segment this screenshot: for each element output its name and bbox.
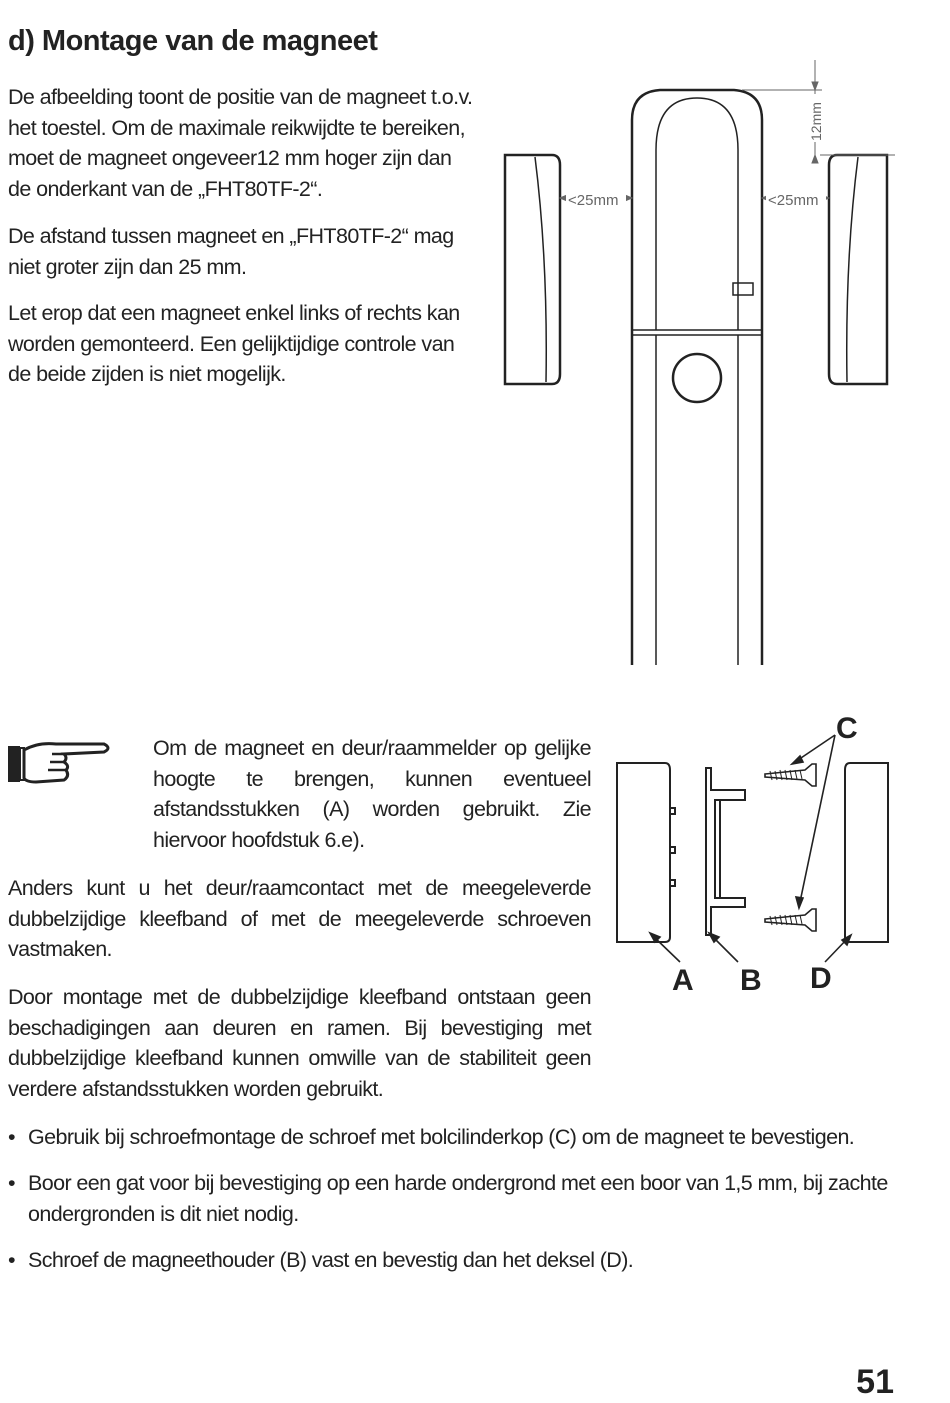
bullet-dot: • bbox=[8, 1171, 15, 1195]
intro-paragraph-1: De afbeelding toont de positie van de magneet t.o.v. het toestel. Om de maximale reikwijdte te bereiken, moet de magneet ongeveer12 mm hoger zijn dan de onderkant van de „FHT80TF-2“. bbox=[8, 85, 473, 201]
dimension-vertical-label: 12mm bbox=[808, 102, 824, 141]
bullet-text: Boor een gat voor bij bevestiging op een harde ondergrond met een boor van 1,5 mm, bij zachte ondergronden is dit niet nodig. bbox=[28, 1171, 888, 1226]
bullet-text: Gebruik bij schroefmontage de schroef met bolcilinderkop (C) om de magneet te bevestigen. bbox=[28, 1125, 855, 1149]
intro-paragraph-2: De afstand tussen magneet en „FHT80TF-2“ mag niet groter zijn dan 25 mm. bbox=[8, 224, 454, 279]
label-C: C bbox=[836, 712, 858, 745]
note-paragraph: Om de magneet en deur/raammelder op gelijke hoogte te brengen, kunnen eventueel afstandsstukken (A) worden gebruikt. Zie hiervoor hoofdstuk 6.e). bbox=[153, 736, 591, 852]
dimension-right-label: <25mm bbox=[768, 192, 819, 209]
body-paragraph-1: Anders kunt u het deur/raamcontact met de meegeleverde dubbelzijdige kleefband of met de meegeleverde schroeven vastmaken. bbox=[8, 876, 591, 961]
body-paragraph-2: Door montage met de dubbelzijdige kleefband ontstaan geen beschadigingen aan deuren en ramen. Bij bevestiging met dubbelzijdige kleefband kunnen omwille van de stabiliteit geen verdere afstandsstukken worden gebruikt. bbox=[8, 985, 591, 1101]
label-D: D bbox=[810, 962, 832, 995]
magnet-position-figure bbox=[495, 55, 905, 675]
section-heading: d) Montage van de magneet bbox=[8, 25, 378, 57]
bullet-dot: • bbox=[8, 1248, 15, 1272]
label-A: A bbox=[672, 964, 694, 997]
page-number: 51 bbox=[856, 1363, 894, 1401]
pointing-hand-icon bbox=[8, 738, 112, 788]
bullet-dot: • bbox=[8, 1125, 15, 1149]
dimension-left-label: <25mm bbox=[568, 192, 619, 209]
label-B: B bbox=[740, 964, 762, 997]
parts-figure bbox=[610, 705, 900, 1005]
intro-paragraph-3: Let erop dat een magneet enkel links of rechts kan worden gemonteerd. Een gelijktijdige controle van de beide zijden is niet mogelijk. bbox=[8, 301, 460, 386]
bullet-text: Schroef de magneethouder (B) vast en bevestig dan het deksel (D). bbox=[28, 1248, 634, 1272]
